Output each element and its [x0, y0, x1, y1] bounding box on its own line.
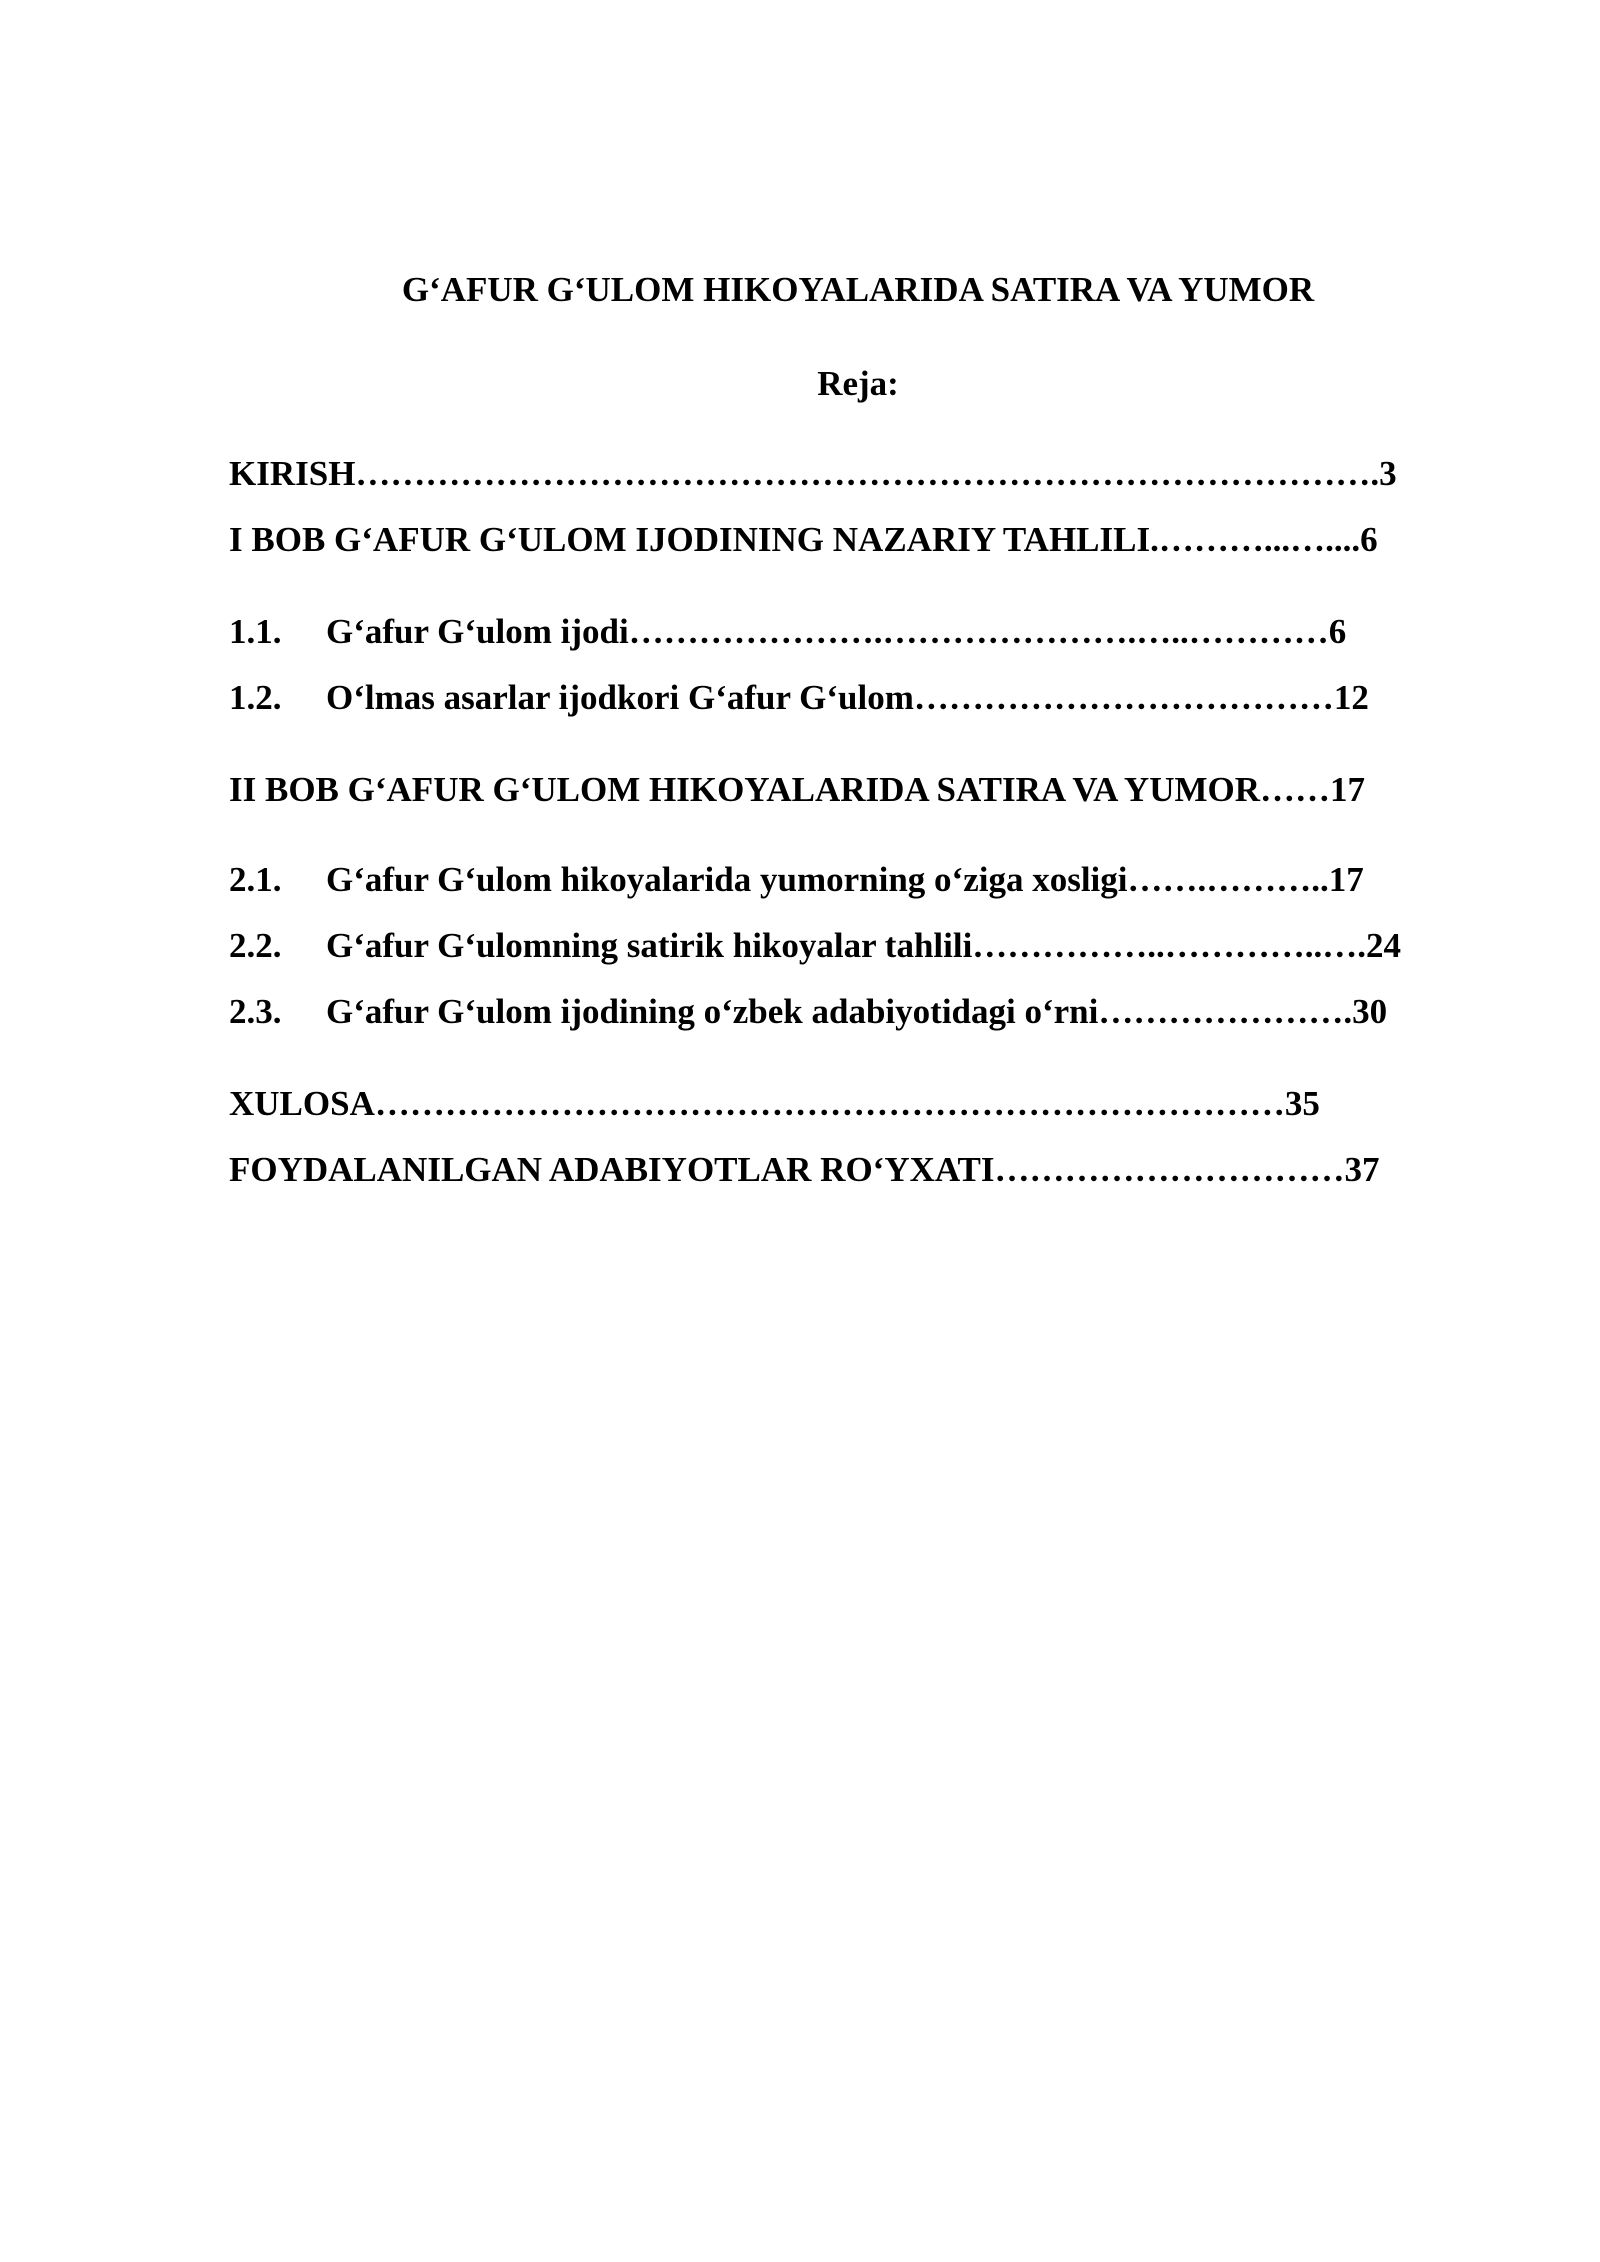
toc-entry-chapter-2: [229, 768, 1365, 812]
toc-entry-references: [229, 1148, 1380, 1192]
toc-entry-number: 2.1.: [229, 860, 282, 899]
toc-entry-text: G‘afur G‘ulomning satirik hikoyalar tahlili……………..…………..….24: [326, 926, 1402, 965]
toc-entry-text: XULOSA……………………………………………………………………35: [229, 1084, 1320, 1123]
toc-entry-number: 1.2.: [229, 678, 282, 717]
toc-entry-text: II BOB G‘AFUR G‘ULOM HIKOYALARIDA SATIRA VA YUMOR……17: [229, 770, 1366, 809]
toc-entry-number: 2.3.: [229, 992, 282, 1031]
toc-entry-number: 1.1.: [229, 612, 282, 651]
toc-entry-text: I BOB G‘AFUR G‘ULOM IJODINING NAZARIY TAHLILI.………...…....6: [229, 520, 1378, 559]
plan-heading: Reja:: [817, 364, 899, 403]
toc-entry-text: G‘afur G‘ulom ijodi………………….………………….…..…………6: [326, 612, 1347, 651]
toc-entry-1-1: [229, 610, 1346, 654]
toc-entry-chapter-1: [229, 518, 1378, 562]
toc-entry-text: KIRISH…………………………………………………………………………….3: [229, 454, 1397, 493]
toc-entry-text: G‘afur G‘ulom ijodining o‘zbek adabiyotidagi o‘rni………………….30: [326, 992, 1388, 1031]
toc-entry-text: FOYDALANILGAN ADABIYOTLAR RO‘YXATI…………………………37: [229, 1150, 1380, 1189]
toc-entry-kirish: [229, 452, 1489, 496]
toc-entry-text: O‘lmas asarlar ijodkori G‘afur G‘ulom………………………………12: [326, 678, 1369, 717]
toc-entry-xulosa: [229, 1082, 1320, 1126]
toc-entry-1-2: [229, 676, 1369, 720]
toc-entry-number: 2.2.: [229, 926, 282, 965]
toc-entry-2-3: [229, 990, 1387, 1034]
toc-entry-2-1: [229, 858, 1364, 902]
toc-entry-text: G‘afur G‘ulom hikoyalarida yumorning o‘ziga xosligi…….………..17: [326, 860, 1364, 899]
toc-entry-2-2: [229, 924, 1401, 968]
document-title: G‘AFUR G‘ULOM HIKOYALARIDA SATIRA VA YUMOR: [401, 270, 1315, 309]
